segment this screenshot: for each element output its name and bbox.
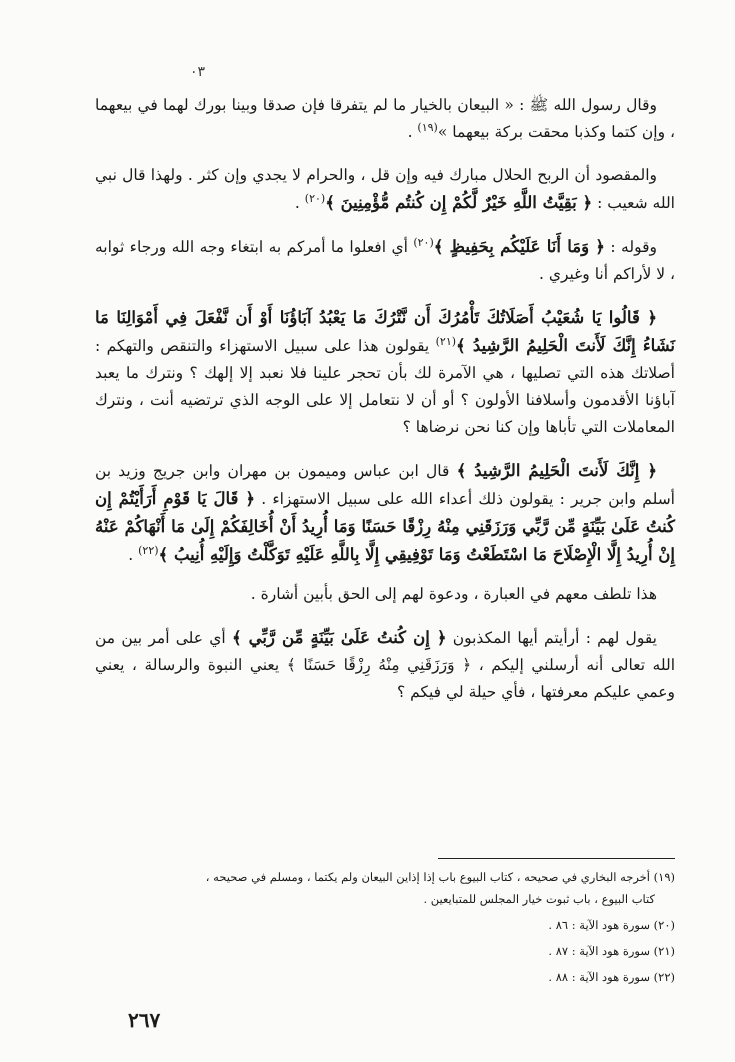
footnote-ref: (٢٢) <box>138 543 159 557</box>
paragraph-tail: . <box>407 123 418 141</box>
paragraph-tail: قال ابن عباس وميمون بن مهران وابن جريج وزيد بن أسلم وابن جرير : يقولون ذلك أعداء الله على سبيل الاستهزاء . <box>95 462 675 508</box>
footnote-20 <box>95 914 675 936</box>
paragraph-guardian <box>95 233 675 288</box>
paragraph-text: يقول لهم : أرأيتم أيها المكذبون <box>446 629 657 647</box>
quran-quote: ﴿ وَمَا أَنَا عَلَيْكُم بِحَفِيظٍ ﴾ <box>433 237 605 256</box>
paragraph-profit <box>95 162 675 217</box>
paragraph-prayer <box>95 304 675 441</box>
footnote-21 <box>95 940 675 962</box>
quran-quote: ﴿ إِن كُنتُ عَلَىٰ بَيِّنَةٍ مِّن رَّبِّي ﴾ <box>231 628 447 647</box>
footnote-ref: (٢٠) <box>304 191 326 205</box>
paragraph-prophecy <box>95 624 675 706</box>
paragraph-mockery <box>95 457 675 569</box>
paragraph-text: وقوله : <box>604 238 657 256</box>
footnote-ref: (٢٠) <box>413 235 434 249</box>
paragraph-tail: . <box>128 546 139 564</box>
paragraph-text: هذا تلطف معهم في العبارة ، ودعوة لهم إلى الحق بأبين أشارة . <box>250 585 657 603</box>
paragraph-tail: يقولون هذا على سبيل الاستهزاء والتنقص والتهكم : أصلاتك هذه التي تصليها ، هي الآمرة لك بأن تحجر علينا فلا نعبد إلا إلهك ؟ ونترك ما يعبد آباؤنا الأقدمون وأسلافنا الأولون ؟ أو أن لا نتعامل إلا على الوجه الذي ترتضيه أنت ، ونترك المعاملات التي تأباها وإن كنا نحن نرضاها ؟ <box>95 337 675 436</box>
paragraph-hadith <box>95 92 675 146</box>
quran-quote: ﴿ بَقِيَّتُ اللَّهِ خَيْرٌ لَّكُمْ إِن كُنتُم مُّؤْمِنِينَ ﴾ <box>325 193 593 212</box>
footnote-divider <box>438 858 675 859</box>
footnotes <box>95 866 675 992</box>
paragraph-tail: أي على أمر بين من الله تعالى أنه أرسلني إليكم ، ﴿ وَرَزَقَنِي مِنْهُ رِزْقًا حَسَنًا ﴾ يعني النبوة والرسالة ، يعني وعمي عليكم معرفتها ، فأي حيلة لي فيكم ؟ <box>95 629 675 701</box>
page-number: ٢٦٧ <box>128 1008 161 1032</box>
quran-quote: ﴿ إِنَّكَ لَأَنتَ الْحَلِيمُ الرَّشِيدُ ﴾ <box>456 461 657 480</box>
quran-quote: ﴿ قَالُوا يَا شُعَيْبُ أَصَلَاتُكَ تَأْمُرُكَ أَن نَّتْرُكَ مَا يَعْبُدُ آبَاؤُنَا أَوْ أَن نَّفْعَلَ فِي أَمْوَالِنَا مَا نَشَاءُ إِنَّكَ لَأَنتَ الْحَلِيمُ الرَّشِيدُ ﴾ <box>95 308 676 355</box>
footnote-22 <box>95 966 675 988</box>
paragraph-tail: أي افعلوا ما أمركم به ابتغاء وجه الله ورجاء ثوابه ، لا لأراكم أنا وغيري . <box>95 238 675 283</box>
footnote-text: كتاب البيوع ، باب ثبوت خيار المجلس للمتبايعين . <box>423 892 655 906</box>
paragraph-text: والمقصود أن الربح الحلال مبارك فيه وإن قل ، والحرام لا يجدي وإن كثر . ولهذا قال نبي الله شعيب : <box>95 166 675 212</box>
page-header-mark: ٠٣ <box>190 64 206 80</box>
footnote-text: (٢٢) سورة هود الآية : ٨٨ . <box>548 970 675 984</box>
footnote-ref: (٢١) <box>435 334 457 348</box>
paragraph-text: وقال رسول الله ﷺ : « البيعان بالخيار ما لم يتفرقا فإن صدقا وبينا بورك لهما في بيعهما ، وإن كتما وكذبا محقت بركة بيعهما » <box>95 96 675 141</box>
footnote-19 <box>95 866 675 910</box>
footnote-ref: (١٩) <box>417 120 438 134</box>
paragraph-kindness <box>95 581 675 608</box>
quran-quote: ﴿ قَالَ يَا قَوْمِ أَرَأَيْتُمْ إِن كُنتُ عَلَىٰ بَيِّنَةٍ مِّن رَّبِّي وَرَزَقَنِي مِنْهُ رِزْقًا حَسَنًا وَمَا أُرِيدُ أَنْ أُخَالِفَكُمْ إِلَىٰ مَا أَنْهَاكُمْ عَنْهُ إِنْ أُرِيدُ إِلَّا الْإِصْلَاحَ مَا اسْتَطَعْتُ وَمَا تَوْفِيقِي إِلَّا بِاللَّهِ عَلَيْهِ تَوَكَّلْتُ وَإِلَيْهِ أُنِيبُ ﴾ <box>95 489 675 564</box>
main-text <box>95 92 675 722</box>
footnote-text: (٢١) سورة هود الآية : ٨٧ . <box>548 944 675 958</box>
footnote-text: (١٩) أخرجه البخاري في صحيحه ، كتاب البيوع باب إذا إذاين البيعان ولم يكتما ، ومسلم في صحيحه ، <box>205 870 675 884</box>
paragraph-tail: . <box>294 194 305 212</box>
footnote-text: (٢٠) سورة هود الآية : ٨٦ . <box>548 918 675 932</box>
